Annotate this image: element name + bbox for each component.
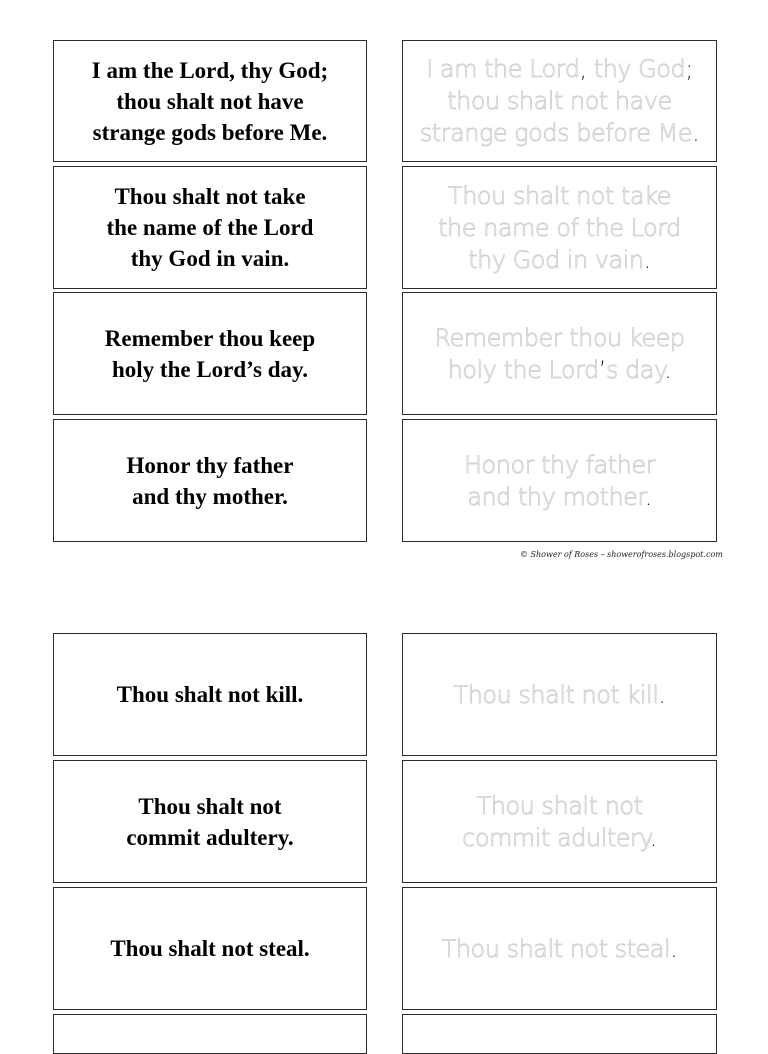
- commandment-card-5: [53, 633, 367, 756]
- tracing-card-7: [402, 887, 717, 1010]
- tracing-segment: strange gods before Me: [419, 119, 693, 147]
- punctuation-mark: ’: [598, 355, 606, 384]
- tracing-segment: Remember thou keep: [434, 323, 685, 352]
- commandment-text: Remember thou keep holy the Lord’s day.: [104, 325, 316, 382]
- tracing-segment: the name of the Lord: [438, 213, 681, 242]
- commandment-text: Thou shalt not commit adultery.: [126, 793, 294, 850]
- commandment-card-3: [53, 292, 367, 415]
- tracing-segment: thou shalt not have: [447, 87, 672, 115]
- tracing-card-1: [402, 40, 717, 162]
- punctuation-mark: ;: [685, 55, 693, 83]
- punctuation-mark: .: [643, 245, 651, 274]
- tracing-segment: commit adultery: [462, 823, 650, 852]
- tracing-segment: and thy mother: [467, 482, 645, 511]
- punctuation-mark: .: [658, 680, 666, 709]
- punctuation-mark: .: [664, 355, 672, 384]
- tracing-card-6: [402, 760, 717, 883]
- punctuation-mark: .: [644, 482, 652, 511]
- tracing-card-4: [402, 419, 717, 542]
- tracing-segment: Thou shalt not kill: [453, 680, 659, 709]
- tracing-segment: Thou shalt not steal: [441, 934, 671, 963]
- punctuation-mark: .: [670, 934, 678, 963]
- tracing-card-2: [402, 166, 717, 289]
- tracing-text: [434, 322, 684, 386]
- commandment-card-6: [53, 760, 367, 883]
- tracing-segment: s day: [605, 355, 665, 384]
- commandment-text: Honor thy father and thy mother.: [126, 452, 294, 509]
- tracing-segment: Honor thy father: [464, 450, 655, 479]
- commandment-text: I am the Lord, thy God; thou shalt not have strange gods before Me.: [91, 57, 329, 145]
- tracing-text: [442, 933, 678, 965]
- commandment-card-7: [53, 887, 367, 1010]
- punctuation-mark: ,: [579, 55, 587, 83]
- tracing-segment: thy God: [586, 55, 686, 83]
- commandment-text: Thou shalt not take the name of the Lord thy God in vain.: [106, 184, 314, 271]
- commandment-text: Thou shalt not steal.: [110, 936, 310, 961]
- commandment-card-1: [53, 40, 367, 162]
- tracing-segment: Thou shalt not take: [448, 181, 671, 210]
- tracing-text: [462, 790, 657, 854]
- tracing-card-5: [402, 633, 717, 756]
- copyright-footer: © Shower of Roses – showerofroses.blogspot.com: [520, 550, 723, 559]
- punctuation-mark: .: [692, 119, 700, 147]
- tracing-segment: thy God in vain: [468, 245, 644, 274]
- punctuation-mark: .: [649, 823, 657, 852]
- tracing-card-8: [402, 1014, 717, 1054]
- tracing-segment: Thou shalt not: [476, 791, 643, 820]
- commandment-card-4: [53, 419, 367, 542]
- tracing-text: [438, 180, 681, 276]
- commandment-text: Thou shalt not kill.: [116, 682, 304, 707]
- tracing-segment: holy the Lord: [447, 355, 599, 384]
- tracing-segment: I am the Lord: [426, 55, 580, 83]
- tracing-text: [464, 449, 655, 513]
- commandment-card-2: [53, 166, 367, 289]
- tracing-card-3: [402, 292, 717, 415]
- commandment-card-8: [53, 1014, 367, 1054]
- tracing-text: [420, 53, 699, 149]
- tracing-text: [454, 679, 666, 711]
